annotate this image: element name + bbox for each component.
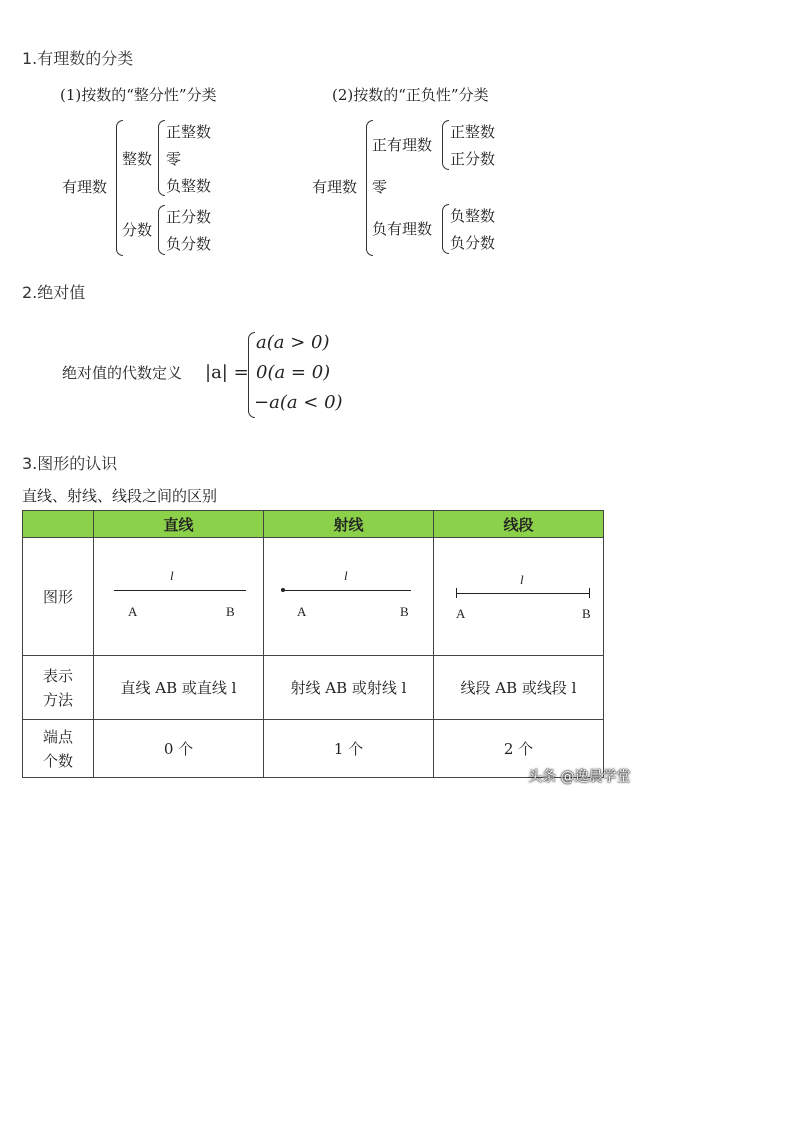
point-a-label: A (128, 604, 138, 619)
abs-lhs: |a| = (205, 362, 249, 383)
abs-definition-label: 绝对值的代数定义 (62, 364, 183, 382)
point-b-label: B (226, 604, 235, 619)
part-2-group-a-brace (442, 120, 450, 170)
part-1-item: 正分数 (166, 208, 212, 226)
part-1-group-a-brace (158, 120, 166, 196)
segment-stroke (456, 593, 589, 594)
part-1-item: 负整数 (166, 177, 212, 195)
endpoints-ray: 1 个 (264, 720, 434, 778)
table-header-line: 直线 (94, 511, 264, 538)
segment-end-tick-b (589, 588, 590, 598)
row-label-line: 端点 (42, 727, 73, 746)
part-2-item: 负整数 (450, 207, 496, 225)
part-2-group-b-brace (442, 204, 450, 254)
part-2-item: 正分数 (450, 150, 496, 168)
point-a-label: A (456, 606, 466, 621)
part-2-item: 负分数 (450, 234, 496, 252)
line-stroke (114, 590, 246, 591)
segment-label-l: l (520, 572, 524, 587)
table-header-blank (23, 511, 94, 538)
row-label-line: 表示 (42, 666, 73, 685)
table-header-ray: 射线 (264, 511, 434, 538)
part-1-item: 零 (166, 150, 182, 168)
part-2-heading: (2)按数的“正负性”分类 (332, 86, 489, 104)
watermark: 头条 @逸晨学堂 (528, 769, 631, 785)
table-header-row (23, 511, 604, 538)
point-b-label: B (400, 604, 409, 619)
comparison-table (22, 510, 604, 778)
ray-stroke (283, 590, 411, 591)
section-1-title: 1.有理数的分类 (22, 49, 134, 68)
section-2-title: 2.绝对值 (22, 283, 86, 302)
part-1-group-b-brace (158, 205, 166, 255)
figure-line (94, 538, 264, 656)
part-1-root: 有理数 (62, 178, 108, 196)
notation-ray: 射线 AB 或射线 l (264, 656, 434, 720)
notation-segment: 线段 AB 或线段 l (434, 656, 604, 720)
section-3-title: 3.图形的认识 (22, 454, 118, 473)
point-a-label: A (297, 604, 307, 619)
table-row-endpoints (23, 720, 604, 778)
part-1-item: 负分数 (166, 235, 212, 253)
row-label-line: 个数 (42, 751, 73, 770)
table-row-notation (23, 656, 604, 720)
part-2-root: 有理数 (312, 178, 358, 196)
row-label-figure: 图形 (23, 538, 94, 656)
part-1-item: 正整数 (166, 123, 212, 141)
part-2-item: 正整数 (450, 123, 496, 141)
line-label-l: l (170, 568, 174, 583)
part-1-heading: (1)按数的“整分性”分类 (60, 86, 217, 104)
figure-segment (434, 538, 604, 656)
figure-ray (264, 538, 434, 656)
abs-case: −a(a < 0) (254, 392, 343, 413)
abs-case: a(a > 0) (256, 332, 330, 353)
endpoints-segment: 2 个 (434, 720, 604, 778)
part-2-group-a: 正有理数 (372, 136, 433, 154)
part-2-group-b: 负有理数 (372, 220, 433, 238)
row-label-line: 方法 (42, 690, 73, 709)
part-1-group-b: 分数 (122, 221, 153, 239)
endpoints-line: 0 个 (94, 720, 264, 778)
section-3-subtitle: 直线、射线、线段之间的区别 (22, 487, 218, 505)
part-2-middle: 零 (372, 178, 388, 196)
point-b-label: B (582, 606, 591, 621)
row-label-endpoints (23, 720, 94, 778)
table-header-segment: 线段 (434, 511, 604, 538)
notation-line: 直线 AB 或直线 l (94, 656, 264, 720)
abs-case: 0(a = 0) (256, 362, 331, 383)
row-label-notation (23, 656, 94, 720)
part-1-group-a: 整数 (122, 150, 153, 168)
table-row-figure (23, 538, 604, 656)
ray-label-l: l (344, 568, 348, 583)
